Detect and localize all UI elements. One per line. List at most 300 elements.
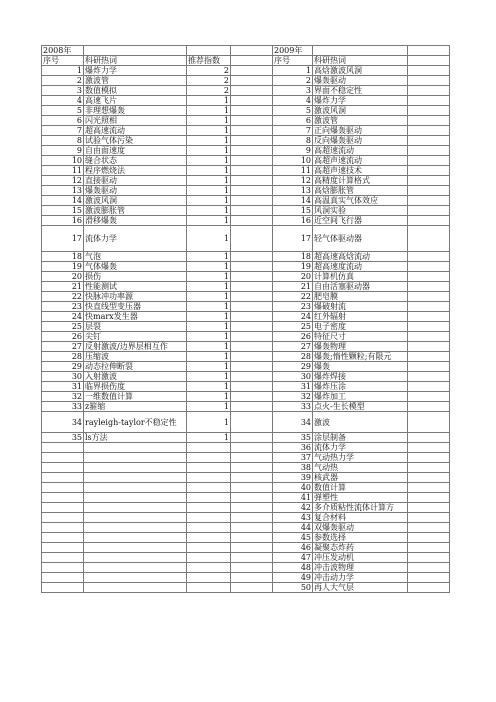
empty-cell[interactable] xyxy=(408,352,450,362)
row-score-2008[interactable]: 1 xyxy=(187,382,231,392)
row-index-2009[interactable]: 26 xyxy=(273,332,313,342)
row-score-2008[interactable]: 1 xyxy=(187,392,231,402)
row-index-2009[interactable]: 18 xyxy=(273,252,313,262)
row-index-2008[interactable]: 16 xyxy=(42,216,84,226)
row-keyword-2009[interactable]: 爆炸焊接 xyxy=(313,372,408,382)
row-index-2008[interactable]: 35 xyxy=(42,433,84,443)
row-index-2009[interactable]: 35 xyxy=(273,433,313,443)
empty-cell[interactable] xyxy=(84,523,187,533)
row-index-2008[interactable]: 3 xyxy=(42,86,84,96)
row-keyword-2008[interactable]: 激波风洞 xyxy=(84,196,187,206)
row-keyword-2009[interactable]: 核武器 xyxy=(313,473,408,483)
row-keyword-2009[interactable]: 激波 xyxy=(313,412,408,433)
row-keyword-2008[interactable]: 气泡 xyxy=(84,252,187,262)
row-index-2008[interactable]: 12 xyxy=(42,176,84,186)
empty-cell[interactable] xyxy=(408,46,450,56)
row-keyword-2008[interactable]: ls方法 xyxy=(84,433,187,443)
empty-cell[interactable] xyxy=(187,46,231,56)
row-index-2009[interactable]: 28 xyxy=(273,352,313,362)
empty-cell[interactable] xyxy=(187,533,231,543)
empty-cell[interactable] xyxy=(231,282,273,292)
empty-cell[interactable] xyxy=(231,563,273,573)
row-index-2009[interactable]: 1 xyxy=(273,66,313,76)
row-index-2009[interactable]: 49 xyxy=(273,573,313,583)
row-index-2009[interactable]: 31 xyxy=(273,382,313,392)
row-index-2008[interactable]: 21 xyxy=(42,282,84,292)
row-score-2008[interactable]: 1 xyxy=(187,282,231,292)
empty-cell[interactable] xyxy=(231,126,273,136)
empty-cell[interactable] xyxy=(408,272,450,282)
row-keyword-2009[interactable]: 高精度计算格式 xyxy=(313,176,408,186)
row-keyword-2008[interactable]: 快marx发生器 xyxy=(84,312,187,322)
row-keyword-2009[interactable]: 爆轰驱动 xyxy=(313,76,408,86)
row-index-2008[interactable]: 5 xyxy=(42,106,84,116)
empty-cell[interactable] xyxy=(84,473,187,483)
empty-cell[interactable] xyxy=(231,352,273,362)
row-keyword-2008[interactable]: 压缩波 xyxy=(84,352,187,362)
empty-cell[interactable] xyxy=(187,583,231,593)
row-keyword-2008[interactable]: 自由面速度 xyxy=(84,146,187,156)
row-index-2008[interactable]: 11 xyxy=(42,166,84,176)
empty-cell[interactable] xyxy=(231,96,273,106)
row-score-2008[interactable]: 1 xyxy=(187,433,231,443)
row-index-2008[interactable]: 28 xyxy=(42,352,84,362)
empty-cell[interactable] xyxy=(408,302,450,312)
empty-cell[interactable] xyxy=(231,382,273,392)
row-keyword-2009[interactable]: 数值计算 xyxy=(313,483,408,493)
empty-cell[interactable] xyxy=(408,503,450,513)
row-keyword-2009[interactable]: 点火-生长模型 xyxy=(313,402,408,412)
row-keyword-2009[interactable]: 高超声速技术 xyxy=(313,166,408,176)
row-keyword-2008[interactable]: 激波管 xyxy=(84,76,187,86)
row-index-2008[interactable]: 19 xyxy=(42,262,84,272)
empty-cell[interactable] xyxy=(42,563,84,573)
empty-cell[interactable] xyxy=(42,523,84,533)
empty-cell[interactable] xyxy=(42,533,84,543)
empty-cell[interactable] xyxy=(408,312,450,322)
empty-cell[interactable] xyxy=(187,513,231,523)
row-index-2009[interactable]: 37 xyxy=(273,453,313,463)
empty-cell[interactable] xyxy=(231,226,273,252)
empty-cell[interactable] xyxy=(84,453,187,463)
empty-cell[interactable] xyxy=(408,443,450,453)
empty-cell[interactable] xyxy=(231,56,273,66)
empty-cell[interactable] xyxy=(84,443,187,453)
empty-cell[interactable] xyxy=(408,483,450,493)
row-score-2008[interactable]: 1 xyxy=(187,332,231,342)
empty-cell[interactable] xyxy=(408,412,450,433)
empty-cell[interactable] xyxy=(408,226,450,252)
row-keyword-2009[interactable]: 超高速度流动 xyxy=(313,262,408,272)
row-keyword-2009[interactable]: 超高速高焓流动 xyxy=(313,252,408,262)
row-index-2009[interactable]: 36 xyxy=(273,443,313,453)
row-keyword-2009[interactable]: 界面不稳定性 xyxy=(313,86,408,96)
empty-cell[interactable] xyxy=(408,533,450,543)
empty-cell[interactable] xyxy=(408,262,450,272)
empty-cell[interactable] xyxy=(231,573,273,583)
empty-cell[interactable] xyxy=(187,563,231,573)
row-keyword-2009[interactable]: 特征尺寸 xyxy=(313,332,408,342)
empty-cell[interactable] xyxy=(313,46,408,56)
row-index-2008[interactable]: 9 xyxy=(42,146,84,156)
empty-cell[interactable] xyxy=(231,402,273,412)
row-index-2009[interactable]: 8 xyxy=(273,136,313,146)
row-keyword-2008[interactable]: 数值模拟 xyxy=(84,86,187,96)
row-keyword-2008[interactable]: 尖钉 xyxy=(84,332,187,342)
empty-cell[interactable] xyxy=(84,483,187,493)
row-keyword-2009[interactable]: 自由活塞驱动器 xyxy=(313,282,408,292)
row-score-2008[interactable]: 1 xyxy=(187,146,231,156)
empty-cell[interactable] xyxy=(42,473,84,483)
empty-cell[interactable] xyxy=(231,106,273,116)
empty-cell[interactable] xyxy=(231,483,273,493)
row-index-2008[interactable]: 29 xyxy=(42,362,84,372)
row-index-2009[interactable]: 33 xyxy=(273,402,313,412)
empty-cell[interactable] xyxy=(42,573,84,583)
empty-cell[interactable] xyxy=(231,312,273,322)
row-keyword-2009[interactable]: 冲击波物理 xyxy=(313,563,408,573)
row-keyword-2008[interactable]: 爆炸力学 xyxy=(84,66,187,76)
row-score-2008[interactable]: 1 xyxy=(187,136,231,146)
row-index-2008[interactable]: 20 xyxy=(42,272,84,282)
empty-cell[interactable] xyxy=(408,156,450,166)
row-index-2008[interactable]: 2 xyxy=(42,76,84,86)
row-index-2008[interactable]: 33 xyxy=(42,402,84,412)
empty-cell[interactable] xyxy=(408,583,450,593)
row-keyword-2009[interactable]: 爆炸加工 xyxy=(313,392,408,402)
empty-cell[interactable] xyxy=(408,392,450,402)
empty-cell[interactable] xyxy=(231,543,273,553)
row-score-2008[interactable]: 1 xyxy=(187,96,231,106)
empty-cell[interactable] xyxy=(231,433,273,443)
empty-cell[interactable] xyxy=(408,372,450,382)
row-score-2008[interactable]: 1 xyxy=(187,412,231,433)
row-index-2008[interactable]: 22 xyxy=(42,292,84,302)
empty-cell[interactable] xyxy=(231,292,273,302)
row-index-2009[interactable]: 44 xyxy=(273,523,313,533)
empty-cell[interactable] xyxy=(84,583,187,593)
empty-cell[interactable] xyxy=(187,523,231,533)
row-index-2008[interactable]: 24 xyxy=(42,312,84,322)
empty-cell[interactable] xyxy=(231,76,273,86)
row-keyword-2009[interactable]: 反向爆轰驱动 xyxy=(313,136,408,146)
row-score-2008[interactable]: 2 xyxy=(187,76,231,86)
row-keyword-2008[interactable]: 动态拉伸断裂 xyxy=(84,362,187,372)
row-index-2008[interactable]: 15 xyxy=(42,206,84,216)
empty-cell[interactable] xyxy=(408,332,450,342)
row-keyword-2009[interactable]: 高超速流动 xyxy=(313,146,408,156)
empty-cell[interactable] xyxy=(231,332,273,342)
row-index-2009[interactable]: 34 xyxy=(273,412,313,433)
empty-cell[interactable] xyxy=(231,302,273,312)
row-score-2008[interactable]: 1 xyxy=(187,262,231,272)
empty-cell[interactable] xyxy=(231,342,273,352)
empty-cell[interactable] xyxy=(42,503,84,513)
row-score-2008[interactable]: 1 xyxy=(187,106,231,116)
row-keyword-2009[interactable]: 气动热 xyxy=(313,463,408,473)
empty-cell[interactable] xyxy=(408,146,450,156)
row-score-2008[interactable]: 1 xyxy=(187,116,231,126)
row-score-2008[interactable]: 1 xyxy=(187,252,231,262)
row-keyword-2009[interactable]: 风洞实验 xyxy=(313,206,408,216)
row-keyword-2009[interactable]: 轻气体驱动器 xyxy=(313,226,408,252)
empty-cell[interactable] xyxy=(408,543,450,553)
row-index-2009[interactable]: 15 xyxy=(273,206,313,216)
empty-cell[interactable] xyxy=(408,563,450,573)
empty-cell[interactable] xyxy=(408,106,450,116)
empty-cell[interactable] xyxy=(408,523,450,533)
row-index-2009[interactable]: 30 xyxy=(273,372,313,382)
empty-cell[interactable] xyxy=(408,362,450,372)
row-score-2008[interactable]: 1 xyxy=(187,302,231,312)
row-score-2008[interactable]: 1 xyxy=(187,166,231,176)
row-keyword-2008[interactable]: 反射激波/边界层相互作 xyxy=(84,342,187,352)
row-index-2009[interactable]: 14 xyxy=(273,196,313,206)
row-keyword-2008[interactable]: 快脉冲功率源 xyxy=(84,292,187,302)
empty-cell[interactable] xyxy=(231,272,273,282)
row-score-2008[interactable]: 1 xyxy=(187,402,231,412)
row-keyword-2008[interactable]: 入射激波 xyxy=(84,372,187,382)
empty-cell[interactable] xyxy=(231,553,273,563)
row-keyword-2008[interactable]: 层裂 xyxy=(84,322,187,332)
row-keyword-2009[interactable]: 高超声速流动 xyxy=(313,156,408,166)
empty-cell[interactable] xyxy=(408,473,450,483)
empty-cell[interactable] xyxy=(42,493,84,503)
row-score-2008[interactable]: 1 xyxy=(187,216,231,226)
empty-cell[interactable] xyxy=(408,56,450,66)
row-keyword-2009[interactable]: 再人大气层 xyxy=(313,583,408,593)
empty-cell[interactable] xyxy=(231,513,273,523)
row-keyword-2009[interactable]: 红外辐射 xyxy=(313,312,408,322)
row-index-2008[interactable]: 8 xyxy=(42,136,84,146)
row-score-2008[interactable]: 2 xyxy=(187,86,231,96)
row-keyword-2009[interactable]: 多介质粘性流体计算方 xyxy=(313,503,408,513)
header-keyword-2008[interactable]: 科研热词 xyxy=(84,56,187,66)
row-index-2009[interactable]: 24 xyxy=(273,312,313,322)
empty-cell[interactable] xyxy=(408,252,450,262)
empty-cell[interactable] xyxy=(408,453,450,463)
row-keyword-2008[interactable]: 程序燃烧法 xyxy=(84,166,187,176)
row-keyword-2009[interactable]: 电子密度 xyxy=(313,322,408,332)
empty-cell[interactable] xyxy=(42,453,84,463)
row-index-2009[interactable]: 9 xyxy=(273,146,313,156)
empty-cell[interactable] xyxy=(408,282,450,292)
header-index-2008[interactable]: 序号 xyxy=(42,56,84,66)
row-score-2008[interactable]: 1 xyxy=(187,206,231,216)
empty-cell[interactable] xyxy=(408,342,450,352)
row-keyword-2009[interactable]: 高焓膨胀管 xyxy=(313,186,408,196)
row-keyword-2008[interactable]: 流体力学 xyxy=(84,226,187,252)
row-index-2008[interactable]: 4 xyxy=(42,96,84,106)
row-keyword-2008[interactable]: 闪光照相 xyxy=(84,116,187,126)
row-index-2008[interactable]: 23 xyxy=(42,302,84,312)
empty-cell[interactable] xyxy=(84,573,187,583)
row-keyword-2008[interactable]: 一维数值计算 xyxy=(84,392,187,402)
empty-cell[interactable] xyxy=(231,166,273,176)
empty-cell[interactable] xyxy=(231,523,273,533)
empty-cell[interactable] xyxy=(231,372,273,382)
row-score-2008[interactable]: 1 xyxy=(187,372,231,382)
row-index-2009[interactable]: 46 xyxy=(273,543,313,553)
row-index-2008[interactable]: 6 xyxy=(42,116,84,126)
empty-cell[interactable] xyxy=(231,116,273,126)
row-index-2009[interactable]: 48 xyxy=(273,563,313,573)
row-index-2009[interactable]: 32 xyxy=(273,392,313,402)
empty-cell[interactable] xyxy=(408,573,450,583)
row-index-2008[interactable]: 1 xyxy=(42,66,84,76)
empty-cell[interactable] xyxy=(42,483,84,493)
row-index-2009[interactable]: 5 xyxy=(273,106,313,116)
empty-cell[interactable] xyxy=(408,322,450,332)
empty-cell[interactable] xyxy=(408,96,450,106)
row-score-2008[interactable]: 1 xyxy=(187,272,231,282)
empty-cell[interactable] xyxy=(231,262,273,272)
row-keyword-2009[interactable]: 流体力学 xyxy=(313,443,408,453)
row-index-2008[interactable]: 17 xyxy=(42,226,84,252)
row-keyword-2009[interactable]: 气动热力学 xyxy=(313,453,408,463)
empty-cell[interactable] xyxy=(187,463,231,473)
row-keyword-2009[interactable]: 高温真实气体效应 xyxy=(313,196,408,206)
row-index-2008[interactable]: 18 xyxy=(42,252,84,262)
row-keyword-2009[interactable]: 爆轰 xyxy=(313,362,408,372)
empty-cell[interactable] xyxy=(187,493,231,503)
row-index-2009[interactable]: 42 xyxy=(273,503,313,513)
empty-cell[interactable] xyxy=(231,206,273,216)
row-index-2009[interactable]: 45 xyxy=(273,533,313,543)
empty-cell[interactable] xyxy=(187,553,231,563)
empty-cell[interactable] xyxy=(187,543,231,553)
empty-cell[interactable] xyxy=(231,503,273,513)
row-index-2009[interactable]: 11 xyxy=(273,166,313,176)
row-score-2008[interactable]: 1 xyxy=(187,156,231,166)
empty-cell[interactable] xyxy=(231,86,273,96)
row-keyword-2009[interactable]: 正向爆轰驱动 xyxy=(313,126,408,136)
empty-cell[interactable] xyxy=(84,533,187,543)
empty-cell[interactable] xyxy=(408,292,450,302)
row-score-2008[interactable]: 1 xyxy=(187,352,231,362)
empty-cell[interactable] xyxy=(84,513,187,523)
empty-cell[interactable] xyxy=(231,176,273,186)
row-index-2009[interactable]: 38 xyxy=(273,463,313,473)
empty-cell[interactable] xyxy=(408,66,450,76)
empty-cell[interactable] xyxy=(231,473,273,483)
row-keyword-2009[interactable]: 爆炸压涂 xyxy=(313,382,408,392)
row-keyword-2009[interactable]: 爆轰物理 xyxy=(313,342,408,352)
empty-cell[interactable] xyxy=(187,483,231,493)
row-keyword-2008[interactable]: 滑移爆轰 xyxy=(84,216,187,226)
row-index-2008[interactable]: 7 xyxy=(42,126,84,136)
empty-cell[interactable] xyxy=(408,382,450,392)
empty-cell[interactable] xyxy=(84,563,187,573)
row-keyword-2008[interactable]: 缝合状态 xyxy=(84,156,187,166)
empty-cell[interactable] xyxy=(84,493,187,503)
row-keyword-2009[interactable]: 爆炸力学 xyxy=(313,96,408,106)
row-keyword-2009[interactable]: 计算机仿真 xyxy=(313,272,408,282)
empty-cell[interactable] xyxy=(187,573,231,583)
row-index-2009[interactable]: 7 xyxy=(273,126,313,136)
empty-cell[interactable] xyxy=(42,513,84,523)
row-score-2008[interactable]: 2 xyxy=(187,66,231,76)
row-keyword-2009[interactable]: 涂层制备 xyxy=(313,433,408,443)
empty-cell[interactable] xyxy=(408,553,450,563)
row-keyword-2009[interactable]: 近空间飞行器 xyxy=(313,216,408,226)
empty-cell[interactable] xyxy=(231,66,273,76)
empty-cell[interactable] xyxy=(42,463,84,473)
empty-cell[interactable] xyxy=(231,252,273,262)
empty-cell[interactable] xyxy=(408,196,450,206)
row-index-2009[interactable]: 17 xyxy=(273,226,313,252)
row-index-2009[interactable]: 19 xyxy=(273,262,313,272)
row-index-2009[interactable]: 29 xyxy=(273,362,313,372)
row-keyword-2009[interactable]: 激波管 xyxy=(313,116,408,126)
year-2008-cell[interactable]: 2008年 xyxy=(42,46,84,56)
empty-cell[interactable] xyxy=(231,322,273,332)
empty-cell[interactable] xyxy=(408,513,450,523)
empty-cell[interactable] xyxy=(231,136,273,146)
empty-cell[interactable] xyxy=(84,503,187,513)
empty-cell[interactable] xyxy=(231,443,273,453)
empty-cell[interactable] xyxy=(408,166,450,176)
row-index-2009[interactable]: 13 xyxy=(273,186,313,196)
row-index-2008[interactable]: 34 xyxy=(42,412,84,433)
row-score-2008[interactable]: 1 xyxy=(187,362,231,372)
row-index-2008[interactable]: 13 xyxy=(42,186,84,196)
row-keyword-2008[interactable]: 气体爆轰 xyxy=(84,262,187,272)
empty-cell[interactable] xyxy=(231,493,273,503)
row-keyword-2008[interactable]: 直接驱动 xyxy=(84,176,187,186)
row-index-2009[interactable]: 6 xyxy=(273,116,313,126)
row-index-2009[interactable]: 10 xyxy=(273,156,313,166)
header-keyword-2009[interactable]: 科研热词 xyxy=(313,56,408,66)
empty-cell[interactable] xyxy=(231,392,273,402)
row-keyword-2008[interactable]: z箍缩 xyxy=(84,402,187,412)
empty-cell[interactable] xyxy=(84,463,187,473)
row-index-2008[interactable]: 30 xyxy=(42,372,84,382)
row-score-2008[interactable]: 1 xyxy=(187,342,231,352)
empty-cell[interactable] xyxy=(84,553,187,563)
row-index-2008[interactable]: 25 xyxy=(42,322,84,332)
empty-cell[interactable] xyxy=(231,453,273,463)
empty-cell[interactable] xyxy=(408,493,450,503)
empty-cell[interactable] xyxy=(84,46,187,56)
row-keyword-2008[interactable]: 高速飞片 xyxy=(84,96,187,106)
row-keyword-2009[interactable]: 参数选择 xyxy=(313,533,408,543)
row-keyword-2008[interactable]: rayleigh-taylor不稳定性 xyxy=(84,412,187,433)
empty-cell[interactable] xyxy=(231,196,273,206)
row-index-2009[interactable]: 25 xyxy=(273,322,313,332)
header-score-2008[interactable]: 推荐指数 xyxy=(187,56,231,66)
empty-cell[interactable] xyxy=(187,443,231,453)
empty-cell[interactable] xyxy=(408,216,450,226)
row-index-2009[interactable]: 41 xyxy=(273,493,313,503)
year-2009-cell[interactable]: 2009年 xyxy=(273,46,313,56)
row-index-2009[interactable]: 21 xyxy=(273,282,313,292)
row-keyword-2008[interactable]: 非理想爆轰 xyxy=(84,106,187,116)
empty-cell[interactable] xyxy=(42,543,84,553)
empty-cell[interactable] xyxy=(42,443,84,453)
row-score-2008[interactable]: 1 xyxy=(187,312,231,322)
empty-cell[interactable] xyxy=(408,126,450,136)
row-keyword-2009[interactable]: 冲压发动机 xyxy=(313,553,408,563)
row-score-2008[interactable]: 1 xyxy=(187,126,231,136)
row-keyword-2008[interactable]: 爆轰驱动 xyxy=(84,186,187,196)
row-keyword-2008[interactable]: 性能测试 xyxy=(84,282,187,292)
row-score-2008[interactable]: 1 xyxy=(187,186,231,196)
row-keyword-2009[interactable]: 复合材料 xyxy=(313,513,408,523)
row-index-2009[interactable]: 43 xyxy=(273,513,313,523)
row-index-2009[interactable]: 2 xyxy=(273,76,313,86)
empty-cell[interactable] xyxy=(84,543,187,553)
